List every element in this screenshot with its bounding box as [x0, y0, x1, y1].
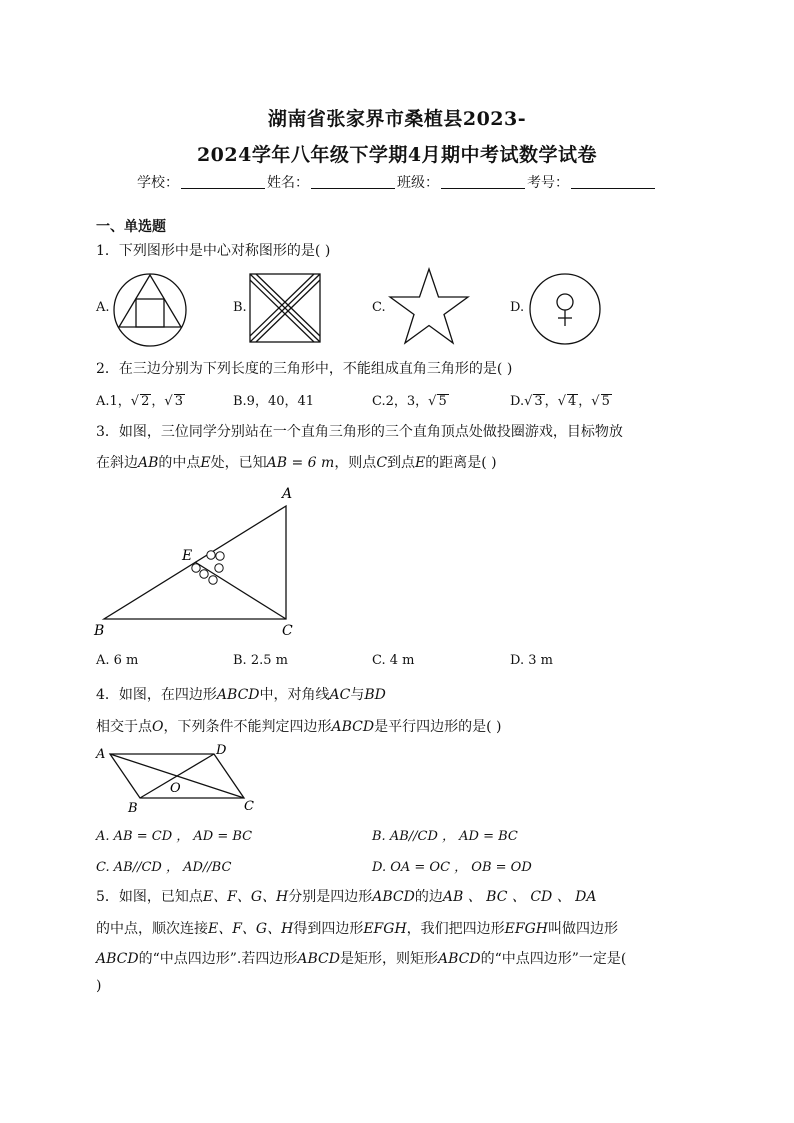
q1a-circle [114, 274, 186, 346]
q3-point-e2: E [415, 455, 426, 471]
q3-ring [200, 570, 208, 578]
q4-label-c: C [244, 799, 254, 814]
q2d-radicand-3: 5 [601, 394, 610, 409]
q1a-square [136, 299, 164, 327]
q4-point-o: O [152, 719, 164, 735]
q4-option-c: C. AB//CD ， AD//BC [96, 860, 232, 875]
q5-text-i: 是矩形，则矩形 [339, 951, 438, 967]
q1-figure-d [528, 272, 602, 346]
q4-text-d: 相交于点 [96, 719, 152, 735]
q2-option-c: C.2，3，√ 5 [372, 394, 447, 409]
q2a-radicand-2: 3 [174, 394, 183, 409]
school-label: 学校： [137, 175, 179, 191]
question-5-line-2 [96, 918, 618, 938]
q1-option-b-label: B. [233, 300, 247, 315]
q3-option-b: B. 2.5 m [233, 653, 288, 668]
q3-text-d: ，则点 [334, 455, 377, 471]
q3-ring [216, 552, 224, 560]
question-4-line-1 [96, 684, 386, 704]
q4-label-d: D [216, 743, 227, 758]
question-3-line-2 [96, 452, 497, 472]
question-2-stem: 2．在三边分别为下列长度的三角形中，不能组成直角三角形的是( ) [96, 361, 513, 377]
q5-abcd: ABCD [372, 889, 415, 905]
q2d-sep-1: ， [544, 394, 558, 409]
q5-text-b: 分别是四边形 [288, 889, 373, 905]
q3-equation: AB = 6 m [266, 455, 335, 471]
school-blank[interactable] [181, 174, 265, 189]
q3-text-a: 在斜边 [96, 455, 138, 471]
q2c-prefix: C.2，3， [372, 394, 429, 409]
q3-ring [192, 564, 200, 572]
q3-triangle-figure [92, 482, 302, 642]
q3-median-ce [195, 562, 286, 619]
exam-title-line-2: 2024学年八年级下学期4月期中考试数学试卷 [196, 144, 598, 166]
q3-point-e: E [200, 455, 211, 471]
q5-text-g: 叫做四边形 [547, 921, 618, 937]
q4-text-e: ，下列条件不能判定四边形 [163, 719, 332, 735]
q5-abcd-3: ABCD [297, 951, 340, 967]
q3-point-c: C [376, 455, 388, 471]
q5-efgh: EFGH [363, 921, 407, 937]
q3-seg-ab: AB [138, 455, 159, 471]
q2-option-a: A.1，√ 2 ，√ 3 [96, 394, 183, 409]
q4-label-b: B [128, 801, 138, 816]
q3-label-c: C [282, 623, 293, 639]
q3-text-f: 到点 [387, 455, 416, 471]
female-symbol-icon [557, 294, 573, 310]
q3-ring [215, 564, 223, 572]
question-5-line-4: ) [96, 978, 102, 994]
q4-option-d: D. OA = OC ， OB = OD [372, 860, 532, 875]
q1d-outer-circle [530, 274, 600, 344]
q5-efgh-2: EFGH [504, 921, 548, 937]
question-5-line-1 [96, 886, 597, 906]
q4-text-c: 与 [350, 687, 365, 703]
q5-text-c: 的边 [414, 889, 443, 905]
q2d-sep-2: ， [578, 394, 592, 409]
q4-label-a: A [96, 747, 106, 762]
exam-title-line-1: 湖南省张家界市桑植县2023- [267, 108, 527, 130]
q2a-prefix: A.1， [96, 394, 131, 409]
q5-text-h: 的“中点四边形”.若四边形 [138, 951, 298, 967]
q4-text-b: 中，对角线 [259, 687, 330, 703]
q5-points-2: E、F、G、H [208, 921, 294, 937]
q4-abcd: ABCD [216, 687, 260, 703]
q1c-star [390, 269, 468, 343]
q4-text-f: 是平行四边形的是( ) [374, 719, 502, 735]
name-blank[interactable] [311, 174, 395, 189]
question-4-line-2 [96, 716, 501, 736]
q2d-prefix: D. [510, 394, 525, 409]
q4-parallelogram-figure [94, 742, 264, 816]
q4-bd: BD [364, 687, 386, 703]
q2-option-b: B.9，40，41 [233, 394, 315, 409]
q2-option-d: D.√ 3 ，√ 4 ，√ 5 [510, 394, 610, 409]
q5-text-d: 的中点，顺次连接 [96, 921, 208, 937]
q5-points: E、F、G、H [202, 889, 289, 905]
q3-ring [209, 576, 217, 584]
q3-ring [207, 551, 215, 559]
q2a-sep: ， [151, 394, 165, 409]
q4-ac: AC [329, 687, 351, 703]
student-info-row [0, 172, 794, 192]
q5-text-j: 的“中点四边形”一定是( [480, 951, 627, 967]
q3-option-a: A. 6 m [96, 653, 139, 668]
q1-figure-a [112, 272, 188, 348]
id-label: 考号： [527, 175, 569, 191]
q5-text-a: 5．如图，已知点 [96, 889, 203, 905]
q3-text-c: 处，已知 [210, 455, 267, 471]
q3-label-a: A [282, 486, 293, 502]
class-blank[interactable] [441, 174, 525, 189]
q5-abcd-4: ABCD [437, 951, 481, 967]
q3-text-b: 的中点 [158, 455, 201, 471]
class-label: 班级： [397, 175, 439, 191]
q4-abcd-2: ABCD [331, 719, 375, 735]
question-5-line-3 [96, 948, 626, 968]
q3-text-g: 的距离是( ) [425, 455, 497, 471]
q4-option-b: B. AB//CD ， AD = BC [372, 829, 518, 844]
q3-option-c: C. 4 m [372, 653, 415, 668]
question-3-line-1: 3．如图，三位同学分别站在一个直角三角形的三个直角顶点处做投圈游戏，目标物放 [96, 424, 623, 440]
q4-label-o: O [170, 781, 181, 796]
q1-figure-b [250, 274, 322, 344]
q2d-radicand-2: 4 [567, 394, 577, 409]
q3-option-d: D. 3 m [510, 653, 553, 668]
q5-sides: AB 、 BC 、 CD 、 DA [442, 889, 597, 905]
q2c-radicand: 5 [438, 394, 447, 409]
q4-option-a: A. AB = CD ， AD = BC [96, 829, 253, 844]
q5-abcd-2: ABCD [96, 951, 139, 967]
id-blank[interactable] [571, 174, 655, 189]
q1-figure-c [388, 269, 470, 347]
q3-label-b: B [94, 623, 105, 639]
q1a-triangle [119, 275, 181, 327]
q5-text-f: ，我们把四边形 [406, 921, 505, 937]
question-1-stem: 1．下列图形中是中心对称图形的是( ) [96, 243, 331, 259]
q2a-radicand-1: 2 [141, 394, 150, 409]
q3-label-e: E [182, 548, 193, 564]
q2d-radicand-1: 3 [534, 394, 543, 409]
q5-text-e: 得到四边形 [293, 921, 364, 937]
q1-option-a-label: A. [96, 300, 110, 315]
section-title: 一、单选题 [96, 219, 166, 235]
name-label: 姓名： [267, 175, 309, 191]
q1-option-c-label: C. [372, 300, 386, 315]
q4-text-a: 4．如图，在四边形 [96, 687, 217, 703]
q1-option-d-label: D. [510, 300, 525, 315]
